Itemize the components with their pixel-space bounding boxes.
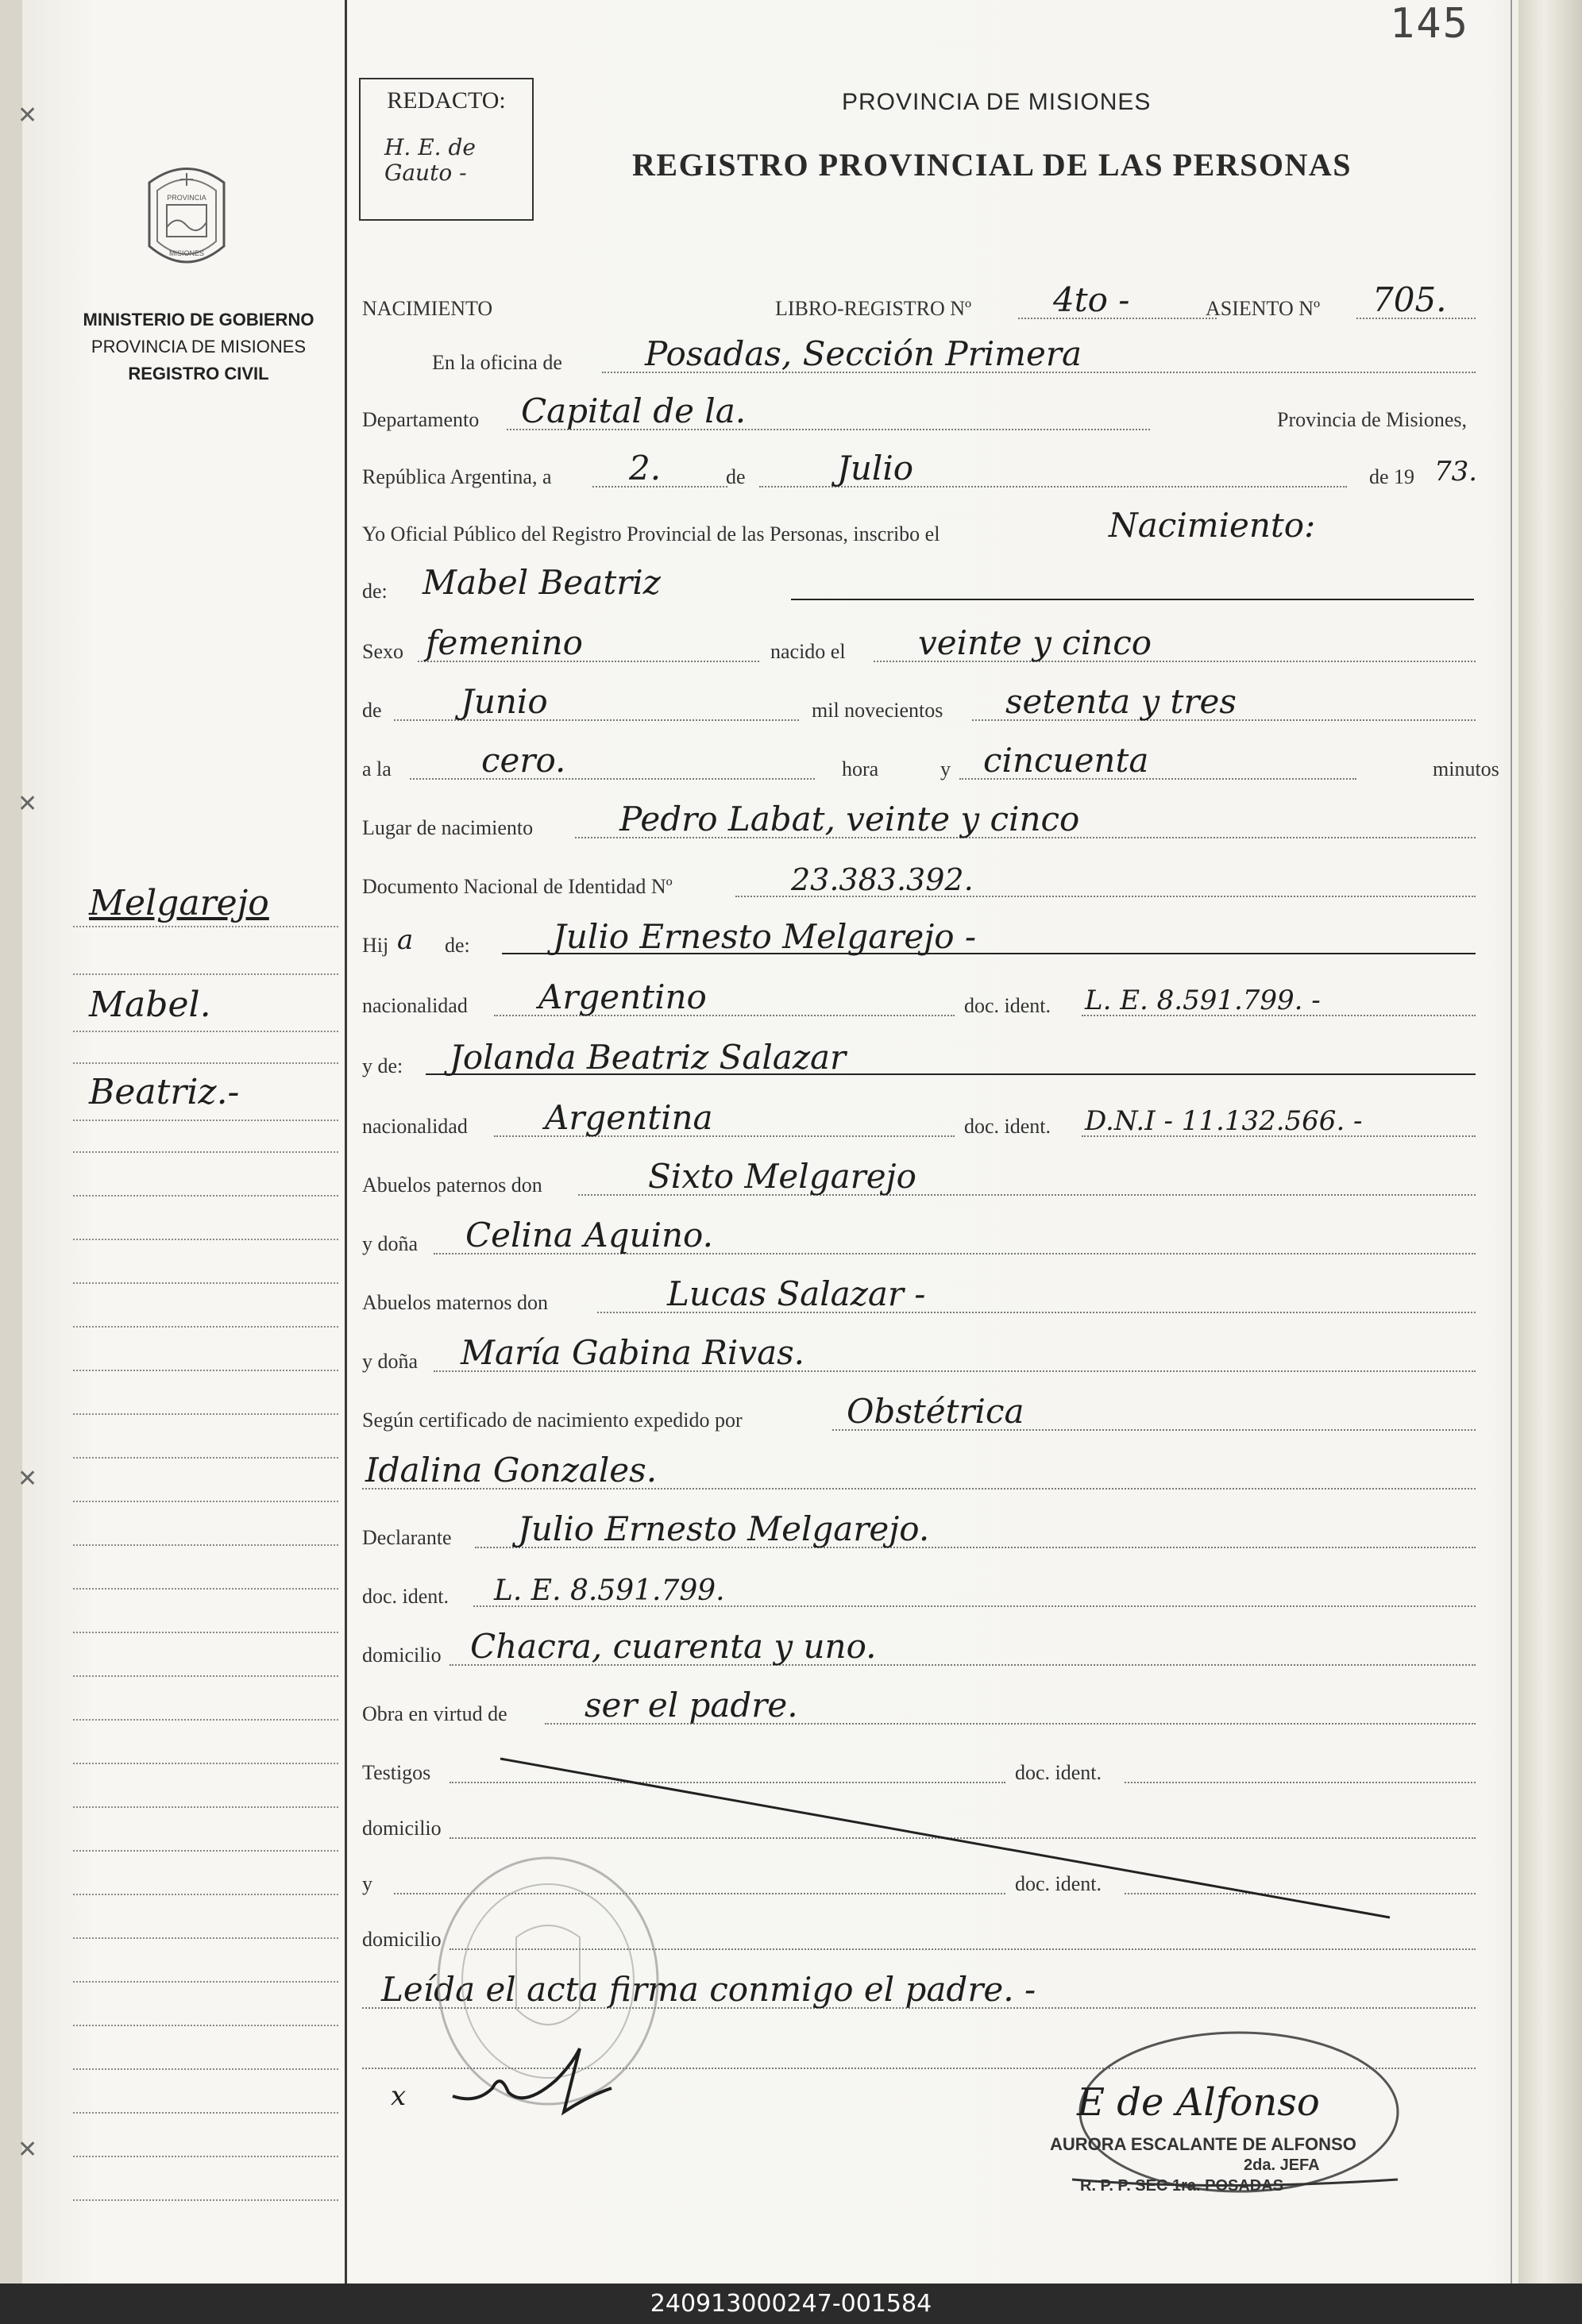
- margin-rule: [73, 1675, 338, 1677]
- row-dni: [362, 858, 1510, 905]
- solid-line: [791, 599, 1474, 600]
- y2-label: y: [362, 1872, 372, 1895]
- anio-nac-value: setenta y tres: [1005, 682, 1237, 721]
- minutos-value: cincuenta: [983, 741, 1149, 780]
- minutos-label: minutos: [1433, 757, 1499, 780]
- header-provincia: PROVINCIA DE MISIONES: [842, 89, 1152, 115]
- row-abuela-paterna: [362, 1215, 1510, 1262]
- decl-doc-label: doc. ident.: [362, 1585, 450, 1608]
- dni-label: Documento Nacional de Identidad Nº: [362, 875, 673, 898]
- margin-rule: [73, 1326, 338, 1328]
- left-column: [0, 0, 345, 2284]
- margin-rule: [73, 1151, 338, 1153]
- ministerio-block: [64, 306, 334, 387]
- decl-doc-value: L. E. 8.591.799.: [494, 1574, 725, 1607]
- margin-rule: [73, 1120, 338, 1121]
- row-yo: [362, 505, 1510, 553]
- ydona-label: y doña: [362, 1350, 419, 1373]
- row-abuelos-paternos: [362, 1156, 1510, 1204]
- ala-label: a la: [362, 757, 392, 780]
- redacto-box: [359, 78, 534, 221]
- cert-value: Obstétrica: [847, 1392, 1024, 1431]
- signature-title: 2da. JEFA: [1244, 2156, 1320, 2174]
- row-obra: [362, 1685, 1510, 1732]
- margin-nombre1: Mabel.: [89, 985, 211, 1025]
- margin-rule: [73, 1544, 338, 1546]
- binding-mark: ✕: [17, 2137, 38, 2163]
- mes-nac-value: Junio: [461, 682, 548, 721]
- row-madre: [362, 1037, 1510, 1085]
- de2-label: de:: [362, 580, 388, 603]
- doc-label: doc. ident.: [964, 994, 1051, 1017]
- madre-value: Jolanda Beatriz Salazar: [450, 1038, 847, 1077]
- sexo-label: Sexo: [362, 640, 403, 663]
- padre-nac-value: Argentino: [538, 977, 707, 1016]
- republica-label: República Argentina, a: [362, 465, 552, 488]
- row-madre-nac: [362, 1097, 1510, 1145]
- margin-rule: [73, 1981, 338, 1983]
- de3-label: de: [362, 699, 382, 722]
- libro-label: LIBRO-REGISTRO Nº: [775, 297, 972, 320]
- hij-de-label: de:: [445, 934, 470, 957]
- row-certificado-2: [362, 1450, 1510, 1497]
- ministerio-line3: REGISTRO CIVIL: [128, 364, 269, 383]
- row-lugar: [362, 799, 1510, 846]
- obra-value: ser el padre.: [585, 1686, 798, 1725]
- anio-value: 73.: [1434, 456, 1478, 488]
- margin-rule: [73, 1632, 338, 1633]
- lugar-label: Lugar de nacimiento: [362, 816, 534, 839]
- binding-mark: ✕: [17, 791, 38, 817]
- margin-rule: [73, 1719, 338, 1721]
- dotted-line: [394, 719, 799, 721]
- asiento-label: ASIENTO Nº: [1206, 297, 1321, 320]
- row-declarante-doc: [362, 1567, 1510, 1615]
- margin-rule: [73, 1457, 338, 1459]
- margin-rule: [73, 2112, 338, 2114]
- margin-rule: [73, 1763, 338, 1764]
- declarante-value: Julio Ernesto Melgarejo.: [518, 1509, 930, 1548]
- cert-label: Según certificado de nacimiento expedido por: [362, 1409, 743, 1432]
- domicilio-label: domicilio: [362, 1817, 442, 1840]
- abp-value: Sixto Melgarejo: [648, 1157, 916, 1196]
- nac-label: nacionalidad: [362, 1115, 468, 1138]
- column-divider: [345, 0, 347, 2284]
- margin-rule: [73, 1501, 338, 1502]
- margin-rule: [73, 1894, 338, 1895]
- abp-label: Abuelos paternos don: [362, 1174, 542, 1197]
- margin-rule: [73, 2199, 338, 2201]
- margin-rule: [73, 1850, 338, 1852]
- margin-rule: [73, 973, 338, 975]
- testigos-label: Testigos: [362, 1761, 431, 1784]
- row-fecha: [362, 448, 1510, 495]
- oficina-label: En la oficina de: [432, 351, 562, 374]
- header-registro: REGISTRO PROVINCIAL DE LAS PERSONAS: [632, 147, 1352, 183]
- libro-value: 4to -: [1053, 280, 1130, 319]
- hora-label: hora: [842, 757, 879, 780]
- dotted-line: [410, 778, 815, 780]
- row-padre: [362, 916, 1510, 964]
- margin-rule: [73, 1282, 338, 1284]
- abm-label: Abuelos maternos don: [362, 1291, 548, 1314]
- declarante-label: Declarante: [362, 1526, 452, 1549]
- sexo-value: femenino: [426, 623, 583, 662]
- tipo-label: NACIMIENTO: [362, 297, 493, 320]
- nacido-value: veinte y cinco: [918, 623, 1152, 662]
- margin-rule: [73, 1937, 338, 1939]
- provincia-label: Provincia de Misiones,: [1277, 408, 1468, 431]
- hora-value: cero.: [481, 741, 566, 780]
- margin-rule: [73, 2156, 338, 2157]
- row-libro: [362, 279, 1510, 327]
- domicilio-value: Chacra, cuarenta y uno.: [470, 1627, 877, 1666]
- y-label: y: [940, 757, 951, 780]
- dia-value: 2.: [629, 449, 662, 488]
- father-signature: [445, 2033, 651, 2120]
- margin-rule: [73, 1195, 338, 1197]
- margin-rule: [73, 1062, 338, 1064]
- abm-value: Lucas Salazar -: [667, 1274, 926, 1313]
- nombre-value: Mabel Beatriz: [423, 563, 661, 602]
- yo-value: Nacimiento:: [1109, 506, 1316, 545]
- margin-rule: [73, 1413, 338, 1415]
- margin-rule: [73, 1370, 338, 1371]
- ministerio-line1: MINISTERIO DE GOBIERNO: [83, 310, 314, 330]
- domicilio-label: domicilio: [362, 1644, 442, 1667]
- madre-nac-value: Argentina: [545, 1098, 713, 1137]
- departamento-label: Departamento: [362, 408, 480, 431]
- madre-doc-value: D.N.I - 11.132.566. -: [1085, 1105, 1363, 1137]
- right-margin-line: [1511, 0, 1512, 2284]
- row-sexo: [362, 622, 1510, 670]
- row-nombre: [362, 562, 1510, 610]
- margin-rule: [73, 2068, 338, 2070]
- coat-of-arms-icon: [141, 159, 232, 283]
- page-number: 145: [1390, 0, 1469, 48]
- anio-prefix: de 19: [1369, 465, 1415, 488]
- x-mark: x: [391, 2080, 407, 2112]
- nacido-label: nacido el: [770, 640, 846, 663]
- margin-rule: [73, 2025, 338, 2026]
- redacto-label: REDACTO:: [387, 87, 506, 114]
- margin-nombre2: Beatriz.-: [89, 1072, 240, 1112]
- abm2-value: María Gabina Rivas.: [461, 1333, 805, 1372]
- yde-label: y de:: [362, 1054, 403, 1077]
- margin-rule: [73, 1239, 338, 1240]
- row-certificado: [362, 1391, 1510, 1439]
- margin-rule: [73, 1806, 338, 1808]
- nac-label: nacionalidad: [362, 994, 468, 1017]
- doc-label: doc. ident.: [964, 1115, 1051, 1138]
- doc-label: doc. ident.: [1015, 1761, 1102, 1784]
- row-departamento: [362, 391, 1510, 438]
- padre-value: Julio Ernesto Melgarejo -: [553, 917, 977, 956]
- official-signature: E de Alfonso: [1077, 2080, 1320, 2125]
- doc-label: doc. ident.: [1015, 1872, 1102, 1895]
- oficina-value: Posadas, Sección Primera: [645, 334, 1082, 373]
- de-label: de: [726, 465, 746, 488]
- margin-apellido: Melgarejo: [89, 883, 269, 923]
- row-mes-nac: [362, 681, 1510, 729]
- binding-mark: ✕: [17, 1466, 38, 1492]
- departamento-value: Capital de la.: [521, 391, 747, 430]
- page-edge: [1518, 0, 1582, 2284]
- abp2-value: Celina Aquino.: [465, 1216, 713, 1254]
- ministerio-line2: PROVINCIA DE MISIONES: [91, 337, 307, 357]
- row-oficina: [362, 333, 1510, 381]
- seal-bottom-text: MISIONES: [168, 249, 205, 257]
- margin-rule: [73, 926, 338, 927]
- redacto-value: H. E. de Gauto -: [384, 134, 476, 186]
- leida-value: Leída el acta firma conmigo el padre. -: [381, 1970, 1036, 2009]
- margin-rule: [73, 1588, 338, 1590]
- row-hora: [362, 740, 1510, 788]
- seal-top-text: PROVINCIA: [167, 194, 206, 202]
- row-abuela-materna: [362, 1332, 1510, 1380]
- yo-label: Yo Oficial Público del Registro Provincial de las Personas, inscribo el: [362, 522, 940, 545]
- binding-mark: ✕: [17, 102, 38, 129]
- row-abuelos-maternos: [362, 1274, 1510, 1321]
- image-id-footer: 240913000247-001584: [0, 2284, 1582, 2324]
- row-padre-nac: [362, 977, 1510, 1024]
- row-declarante: [362, 1509, 1510, 1556]
- milnov-label: mil novecientos: [812, 699, 943, 722]
- asiento-value: 705.: [1372, 280, 1447, 319]
- signature-name: AURORA ESCALANTE DE ALFONSO: [1050, 2134, 1356, 2154]
- row-domicilio: [362, 1626, 1510, 1674]
- ydona-label: y doña: [362, 1232, 419, 1255]
- margin-rule: [73, 1031, 338, 1032]
- cert2-value: Idalina Gonzales.: [365, 1451, 658, 1490]
- domicilio-label: domicilio: [362, 1928, 442, 1951]
- hij-suffix: a: [397, 924, 414, 956]
- lugar-value: Pedro Labat, veinte y cinco: [619, 800, 1080, 838]
- padre-doc-value: L. E. 8.591.799. -: [1085, 985, 1321, 1016]
- signature-office: R. P. P. SEC 1ra. POSADAS: [1080, 2177, 1284, 2195]
- dni-value: 23.383.392.: [791, 862, 974, 897]
- obra-label: Obra en virtud de: [362, 1702, 507, 1725]
- mes-value: Julio: [837, 449, 914, 488]
- hij-label: Hij: [362, 934, 389, 957]
